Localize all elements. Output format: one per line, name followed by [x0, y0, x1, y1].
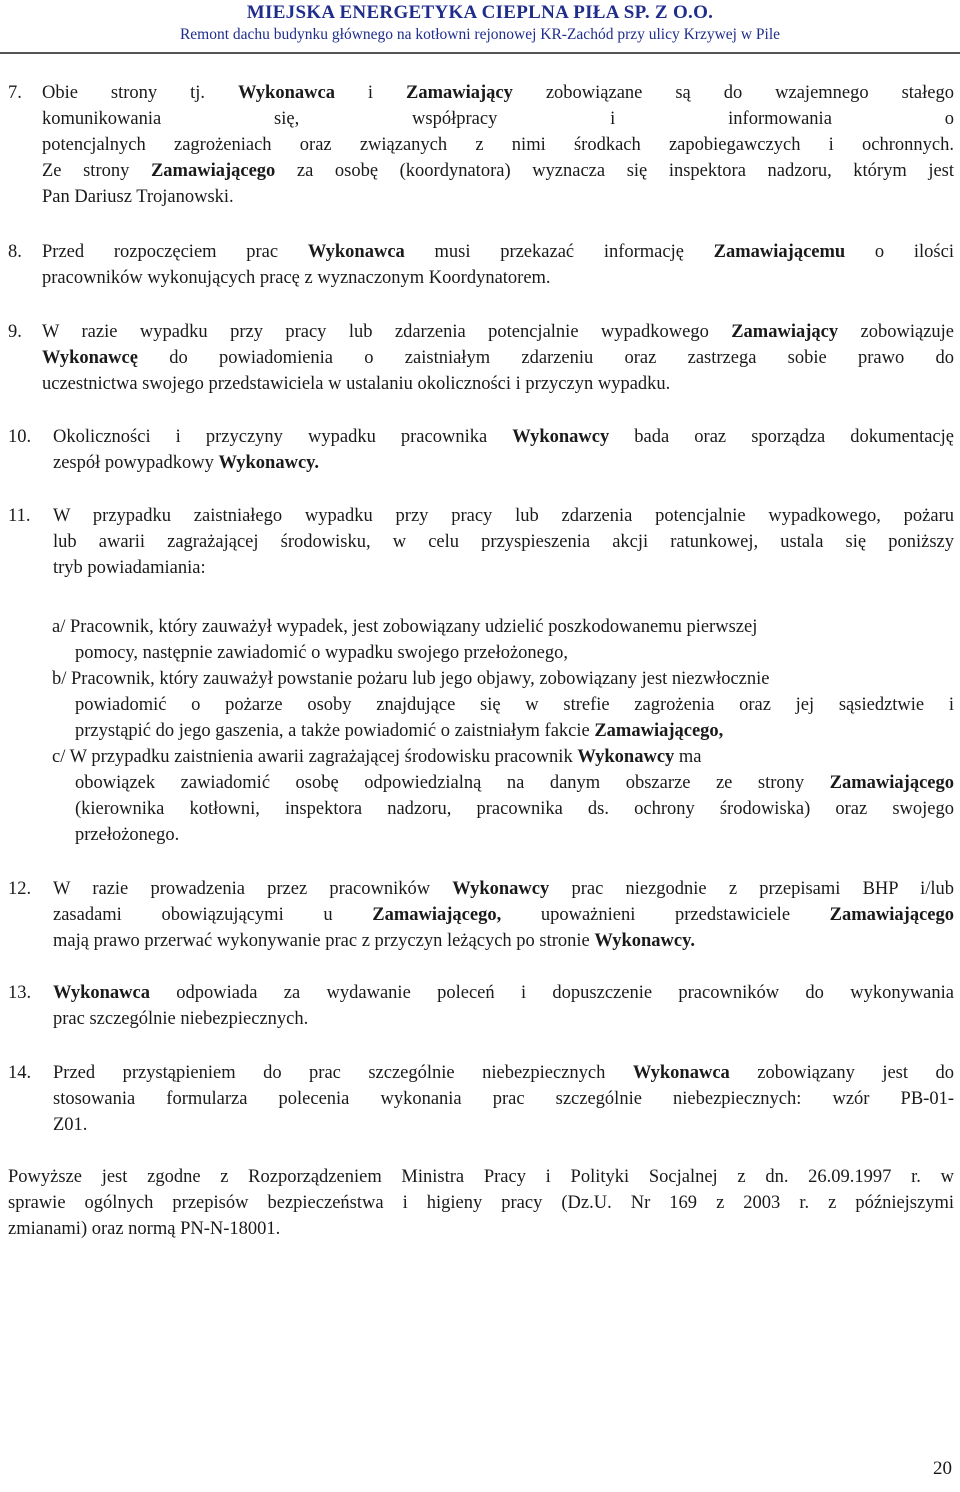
text-run: prac szczególnie niebezpiecznych.	[53, 1009, 309, 1029]
text-run: komunikowania się, współpracy i informowania o	[42, 109, 954, 129]
text-line	[53, 876, 954, 902]
text-run: c/ W przypadku zaistnienia awarii zagrażającej środowisku pracownik	[52, 747, 578, 767]
text-run: zobowiązany jest do	[729, 1063, 954, 1083]
text-line	[53, 424, 954, 450]
bold-term: Zamawiający	[406, 83, 513, 103]
text-line	[53, 1006, 954, 1032]
text-line	[8, 1164, 954, 1190]
bold-term: Zamawiającego,	[594, 721, 724, 741]
paragraph	[52, 666, 954, 692]
text-run: (kierownika kotłowni, inspektora nadzoru, pracownika ds. ochrony środowiska) oraz swojego	[75, 799, 954, 819]
bold-term: Wykonawca	[53, 983, 150, 1003]
text-run: Z01.	[53, 1115, 88, 1135]
text-line	[42, 132, 954, 158]
text-run: upoważnieni przedstawiciele	[501, 905, 830, 925]
paragraph-number: 7.	[8, 83, 22, 103]
text-line	[8, 1216, 954, 1242]
text-run: zmianami) oraz normą PN-N-18001.	[8, 1219, 281, 1239]
bold-term: Wykonawca	[307, 242, 405, 262]
paragraph	[75, 692, 954, 744]
text-line	[42, 319, 954, 345]
text-run: Ze strony	[42, 161, 151, 181]
text-line	[53, 555, 954, 581]
text-line	[42, 106, 954, 132]
text-run: obowiązek zawiadomić osobę odpowiedzialną na danym obszarze ze strony	[75, 773, 830, 793]
paragraph-number: 10.	[8, 427, 32, 447]
text-run: i	[334, 83, 406, 103]
text-run: zobowiązuje	[838, 322, 954, 342]
bold-term: Zamawiającego	[829, 773, 954, 793]
bold-term: Wykonawca	[632, 1063, 730, 1083]
text-run: mają prawo przerwać wykonywanie prac z przyczyn leżących po stronie	[53, 931, 595, 951]
bold-term: Wykonawcy	[512, 427, 610, 447]
text-run: do powiadomienia o zaistniałym zdarzeniu oraz zastrzega sobie prawo do	[137, 348, 954, 368]
text-line	[52, 666, 954, 692]
text-run: potencjalnych zagrożeniach oraz związanych z nimi środkach zapobiegawczych i ochronnych.	[42, 135, 954, 155]
text-line	[42, 345, 954, 371]
text-run: stosowania formularza polecenia wykonania prac szczególnie niebezpiecznych: wzór PB-01-	[53, 1089, 954, 1109]
text-run: W razie prowadzenia przez pracowników	[53, 879, 453, 899]
text-run: musi przekazać informację	[404, 242, 714, 262]
text-run: b/ Pracownik, który zauważył powstanie pożaru lub jego objawy, zobowiązany jest niezwłocznie	[52, 669, 770, 689]
bold-term: Wykonawcy	[577, 747, 675, 767]
paragraph-number: 9.	[8, 322, 22, 342]
numbered-paragraph	[8, 980, 954, 1032]
text-line	[52, 744, 954, 770]
bold-term: Zamawiającego,	[372, 905, 502, 925]
text-line	[75, 718, 954, 744]
text-line	[53, 503, 954, 529]
bold-term: Zamawiającego	[150, 161, 276, 181]
text-run: o ilości	[845, 242, 954, 262]
bold-term: Wykonawcy.	[218, 453, 320, 473]
paragraph	[52, 744, 954, 770]
text-line	[75, 692, 954, 718]
text-run: zespół powypadkowy	[53, 453, 219, 473]
text-run: powiadomić o pożarze osoby znajdujące się w strefie zagrożenia oraz jej sąsiedztwie i	[75, 695, 954, 715]
text-run: Pan Dariusz Trojanowski.	[42, 187, 234, 207]
bold-term: Zamawiającego	[829, 905, 955, 925]
bold-term: Wykonawcy	[452, 879, 550, 899]
text-line	[53, 1112, 954, 1138]
text-line	[53, 928, 954, 954]
numbered-paragraph	[8, 80, 954, 210]
paragraph-number: 8.	[8, 242, 22, 262]
paragraph-number: 14.	[8, 1063, 32, 1083]
text-run: tryb powiadamiania:	[53, 558, 206, 578]
text-run: Powyższe jest zgodne z Rozporządzeniem Ministra Pracy i Polityki Socjalnej z dn. 26.09.1997 r. w	[8, 1167, 954, 1187]
paragraph	[52, 614, 954, 640]
text-line	[75, 770, 954, 796]
text-run: lub awarii zagrażającej środowisku, w celu przyspieszenia akcji ratunkowej, ustala się poniższy	[53, 532, 954, 552]
text-run: a/ Pracownik, który zauważył wypadek, jest zobowiązany udzielić poszkodowanemu pierwszej	[52, 617, 758, 637]
text-run: Obie strony tj.	[42, 83, 238, 103]
bold-term: Wykonawcę	[42, 348, 138, 368]
text-run: W razie wypadku przy pracy lub zdarzenia potencjalnie wypadkowego	[42, 322, 732, 342]
text-run: Przed przystąpieniem do prac szczególnie niebezpiecznych	[53, 1063, 633, 1083]
text-run: sprawie ogólnych przepisów bezpieczeństwa i higieny pracy (Dz.U. Nr 169 z 2003 r. z późniejszymi	[8, 1193, 954, 1213]
numbered-paragraph	[8, 239, 954, 291]
text-line	[53, 1060, 954, 1086]
text-line	[53, 980, 954, 1006]
text-run: odpowiada za wydawanie poleceń i dopuszczenie pracowników do wykonywania	[149, 983, 954, 1003]
numbered-paragraph	[8, 876, 954, 954]
text-line	[8, 1190, 954, 1216]
bold-term: Wykonawca	[237, 83, 335, 103]
text-line	[52, 614, 954, 640]
paragraph-number: 13.	[8, 983, 32, 1003]
text-run: przystąpić do jego gaszenia, a także powiadomić o zaistniałym fakcie	[75, 721, 595, 741]
project-title: Remont dachu budynku głównego na kotłowni rejonowej KR-Zachód przy ulicy Krzywej w Pile	[179, 26, 781, 43]
text-line	[75, 796, 954, 822]
text-line	[53, 1086, 954, 1112]
paragraph-number: 11.	[8, 506, 31, 526]
text-run: W przypadku zaistniałego wypadku przy pracy lub zdarzenia potencjalnie wypadkowego, pożaru	[53, 506, 954, 526]
text-line	[75, 822, 954, 848]
text-line	[53, 902, 954, 928]
text-line	[42, 239, 954, 265]
text-line	[53, 450, 954, 476]
bold-term: Wykonawcy.	[594, 931, 695, 951]
text-run: zobowiązane są do wzajemnego stałego	[512, 83, 954, 103]
text-line	[42, 371, 954, 397]
numbered-paragraph	[8, 1060, 954, 1138]
text-run: ma	[674, 747, 702, 767]
text-run: przełożonego.	[75, 825, 180, 845]
paragraph	[75, 640, 695, 666]
text-run: za osobę (koordynatora) wyznacza się inspektora nadzoru, którym jest	[275, 161, 955, 181]
header-divider	[0, 52, 960, 54]
numbered-paragraph	[8, 503, 954, 581]
page-header	[0, 2, 960, 45]
text-run: pomocy, następnie zawiadomić o wypadku swojego przełożonego,	[75, 643, 569, 663]
text-run: Przed rozpoczęciem prac	[42, 242, 308, 262]
paragraph-number: 12.	[8, 879, 32, 899]
text-line	[42, 184, 954, 210]
text-line	[75, 640, 695, 666]
text-run: Okoliczności i przyczyny wypadku pracownika	[53, 427, 513, 447]
text-run: zasadami obowiązującymi u	[53, 905, 373, 925]
company-name: MIEJSKA ENERGETYKA CIEPLNA PIŁA SP. Z O.O.	[246, 2, 714, 23]
text-line	[53, 529, 954, 555]
bold-term: Zamawiającemu	[713, 242, 846, 262]
numbered-paragraph	[8, 319, 954, 397]
bold-term: Zamawiający	[731, 322, 839, 342]
numbered-paragraph	[8, 424, 954, 476]
page-number: 20	[933, 1458, 952, 1479]
paragraph	[75, 770, 954, 848]
text-line	[42, 158, 954, 184]
text-run: prac niezgodnie z przepisami BHP i/lub	[549, 879, 955, 899]
paragraph	[8, 1164, 954, 1242]
text-run: bada oraz sporządza dokumentację	[609, 427, 954, 447]
text-line	[42, 80, 954, 106]
text-line	[42, 265, 954, 291]
text-run: pracowników wykonujących pracę z wyznaczonym Koordynatorem.	[42, 268, 551, 288]
text-run: uczestnictwa swojego przedstawiciela w ustalaniu okoliczności i przyczyn wypadku.	[42, 374, 671, 394]
